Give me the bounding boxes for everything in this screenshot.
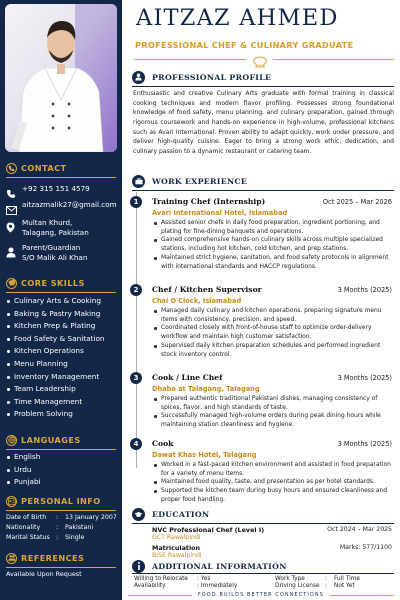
- personal-info-row: [6, 513, 120, 523]
- personal-info-row: [6, 523, 120, 533]
- briefcase-icon: [132, 175, 145, 188]
- language-item: Urdu: [6, 464, 120, 477]
- id-card-icon: [6, 496, 17, 507]
- education-1-school: GCT Rawalpindi: [152, 534, 201, 541]
- job-2-bullets: [152, 307, 394, 359]
- user-icon: [6, 243, 18, 262]
- additional-colon: :: [325, 576, 327, 582]
- job-bullet: Managed daily culinary and kitchen operations, preparing signature menu items with consistency, precision, and speed.: [152, 307, 394, 324]
- languages-heading: LANGUAGES: [6, 434, 118, 446]
- references-heading: REFERENCES: [6, 552, 118, 564]
- languages-list: [6, 451, 120, 489]
- job-3-date: 3 Months (2025): [337, 374, 392, 382]
- job-2-date: 3 Months (2025): [337, 286, 392, 294]
- job-1-title: Training Chef (Internship): [152, 197, 266, 206]
- footer: [122, 590, 400, 600]
- divider: [6, 567, 116, 568]
- mail-icon: [6, 200, 18, 219]
- job-bullet: Gained comprehensive hands-on culinary skills across multiple specialized stations, including hot kitchen, cold kitchen, and prep stations.: [152, 236, 394, 253]
- personal-info-value: Single: [65, 534, 85, 541]
- job-2-number: 2: [130, 284, 142, 296]
- profile-summary: Enthusiastic and creative Culinary Arts graduate with formal training in classical cooking techniques and modern flavor profiling. Possesses strong foundational knowledge of food safety, menu planning, and culinary preparation, gained through rigorous coursework and hands-on experience in high-volume, professional kitchens such as Avari International. Proven ability to adapt quickly, work under pressure, and deliver high-quality cuisine. Eager to bring a strong work ethic, dedication, and culinary passion to a dynamic restaurant or catering team.: [133, 90, 394, 155]
- skill-item: Menu Planning: [6, 358, 120, 371]
- skill-item: Inventory Management: [6, 371, 120, 384]
- additional-label: Work Type: [275, 576, 305, 582]
- job-3-company: Dhaba at Talagang, Talagang: [152, 385, 260, 393]
- candidate-name: AITZAZ AHMED: [136, 5, 339, 31]
- job-1-number: 1: [130, 196, 142, 208]
- personal-info-value: Pakistani: [65, 524, 94, 531]
- divider: [132, 86, 394, 87]
- divider: [134, 59, 246, 60]
- contact-heading: CONTACT: [6, 162, 118, 174]
- job-4-date: 3 Months (2025): [337, 440, 392, 448]
- education-2-title: Matriculation: [152, 544, 201, 552]
- skill-item: Kitchen Prep & Plating: [6, 320, 120, 333]
- skill-item: Food Safety & Sanitation: [6, 333, 120, 346]
- experience-timeline: [136, 192, 137, 468]
- personal-info-table: [6, 513, 120, 543]
- divider: [6, 449, 116, 450]
- job-3-bullets: [152, 395, 394, 430]
- education-2-school: BISE Rawalpindi: [152, 552, 202, 559]
- additional-value: Yes: [201, 576, 211, 582]
- skills-list: [6, 295, 120, 421]
- profile-photo: [5, 4, 117, 152]
- additional-value: Full Time: [334, 576, 360, 582]
- references-text: Available Upon Request: [6, 570, 82, 578]
- skill-item: Team Leadership: [6, 383, 120, 396]
- contact-address: [6, 218, 120, 237]
- address-line1: Multan Khurd,: [22, 218, 73, 227]
- divider: [132, 573, 394, 574]
- sidebar: [0, 0, 122, 600]
- additional-label: Availability: [134, 583, 166, 589]
- globe-icon: [6, 435, 17, 446]
- divider: [6, 292, 116, 293]
- education-1-title: NVC Professional Chef (Level I): [152, 526, 265, 534]
- personal-info-label: Marital Status: [6, 534, 50, 541]
- additional-colon: :: [197, 576, 199, 582]
- skill-item: Kitchen Operations: [6, 345, 120, 358]
- additional-label: Driving License: [275, 583, 320, 589]
- personal-info-heading: PERSONAL INFO: [6, 495, 118, 507]
- location-pin-icon: [6, 218, 18, 237]
- skill-item: Baking & Pastry Making: [6, 308, 120, 321]
- contact-phone: +92 315 151 4579: [6, 184, 120, 203]
- job-bullet: Supervised daily kitchen preparation schedules and performed ingredient stock inventory control.: [152, 342, 394, 359]
- guardian-line2: S/O Malik Ali Khan: [22, 252, 88, 262]
- skill-item: Problem Solving: [6, 408, 120, 421]
- personal-info-row: [6, 533, 120, 543]
- additional-heading: ADDITIONAL INFORMATION: [132, 559, 287, 573]
- divider: [6, 177, 116, 178]
- job-bullet: Maintained food quality, taste, and presentation as per hotel standards.: [152, 478, 394, 487]
- graduation-cap-icon: [132, 508, 145, 521]
- profile-heading: PROFESSIONAL PROFILE: [132, 70, 271, 84]
- additional-value: Not Yet: [334, 583, 355, 589]
- skill-item: Culinary Arts & Cooking: [6, 295, 120, 308]
- additional-colon: :: [197, 583, 199, 589]
- job-4-number: 4: [130, 438, 142, 450]
- language-item: Punjabi: [6, 476, 120, 489]
- guardian-line1: Parent/Guardian: [22, 243, 81, 252]
- contact-guardian: [6, 243, 120, 262]
- info-icon: [132, 560, 145, 573]
- education-2-marks: Marks: 577/1100: [339, 544, 392, 551]
- job-1-company: Avari International Hotel, Islamabad: [152, 209, 288, 217]
- education-1-date: Oct 2024 – Mar 2025: [327, 526, 392, 533]
- job-3-title: Cook / Line Chef: [152, 373, 223, 382]
- personal-info-colon: :: [56, 534, 59, 541]
- personal-info-colon: :: [56, 514, 59, 521]
- main-content: [122, 0, 400, 600]
- personal-info-label: Nationality: [6, 524, 41, 531]
- job-4-company: Dawat Khas Hotel, Talagang: [152, 451, 257, 459]
- divider: [330, 595, 394, 596]
- education-heading: EDUCATION: [132, 507, 209, 521]
- personal-info-colon: :: [56, 524, 59, 531]
- job-2-company: Chai O'Clock, Islamabad: [152, 297, 242, 305]
- user-icon: [132, 71, 145, 84]
- job-4-bullets: [152, 461, 394, 505]
- job-bullet: Prepared authentic traditional Pakistani dishes, managing consistency of spices, flavor, and high standards of taste.: [152, 395, 394, 412]
- candidate-title: PROFESSIONAL CHEF & CULINARY GRADUATE: [135, 40, 354, 50]
- job-bullet: Maintained strict hygiene, sanitation, and food safety protocols in alignment with international standards and HACCP regulations.: [152, 254, 394, 271]
- experience-heading: WORK EXPERIENCE: [132, 174, 247, 188]
- divider: [128, 595, 192, 596]
- skills-heading: CORE SKILLS: [6, 277, 118, 289]
- job-bullet: Assisted senior chefs in daily food preparation, ingredient portioning, and plating for fine-dining banquets and operations.: [152, 219, 394, 236]
- job-bullet: Supported the kitchen team during busy hours and ensured cleanliness and proper food handling.: [152, 487, 394, 504]
- additional-value: Immediately: [201, 583, 238, 589]
- job-1-bullets: [152, 219, 394, 271]
- job-1-date: Oct 2025 – Mar 2026: [322, 198, 392, 206]
- divider: [132, 190, 394, 191]
- personal-info-value: 13 January 2007: [65, 514, 117, 521]
- phone-circle-icon: [6, 163, 17, 174]
- personal-info-label: Date of Birth: [6, 514, 47, 521]
- people-icon: [6, 553, 17, 564]
- skill-item: Time Management: [6, 396, 120, 409]
- additional-label: Willing to Relocate: [134, 576, 188, 582]
- job-bullet: Successfully managed high-volume orders during peak dining hours while maintaining station cleanliness and hygiene.: [152, 412, 394, 429]
- contact-email[interactable]: aitzazmalik27@gmail.com: [6, 200, 120, 219]
- address-line2: Talagang, Pakistan: [22, 227, 89, 237]
- job-4-title: Cook: [152, 439, 174, 448]
- divider: [6, 510, 116, 511]
- footer-tagline: FOOD BUILDS BETTER CONNECTIONS: [197, 592, 325, 598]
- job-bullet: Coordinated closely with front-of-house staff to optimize order-delivery workflow and maintain high customer satisfaction.: [152, 324, 394, 341]
- chef-hat-icon: [6, 278, 17, 289]
- additional-colon: :: [325, 583, 327, 589]
- divider: [132, 523, 394, 524]
- job-3-number: 3: [130, 372, 142, 384]
- divider: [273, 59, 394, 60]
- job-2-title: Chef / Kitchen Supervisor: [152, 285, 262, 294]
- language-item: English: [6, 451, 120, 464]
- job-bullet: Worked in a fast-paced kitchen environment and assisted in food preparation for a variety of menu items.: [152, 461, 394, 478]
